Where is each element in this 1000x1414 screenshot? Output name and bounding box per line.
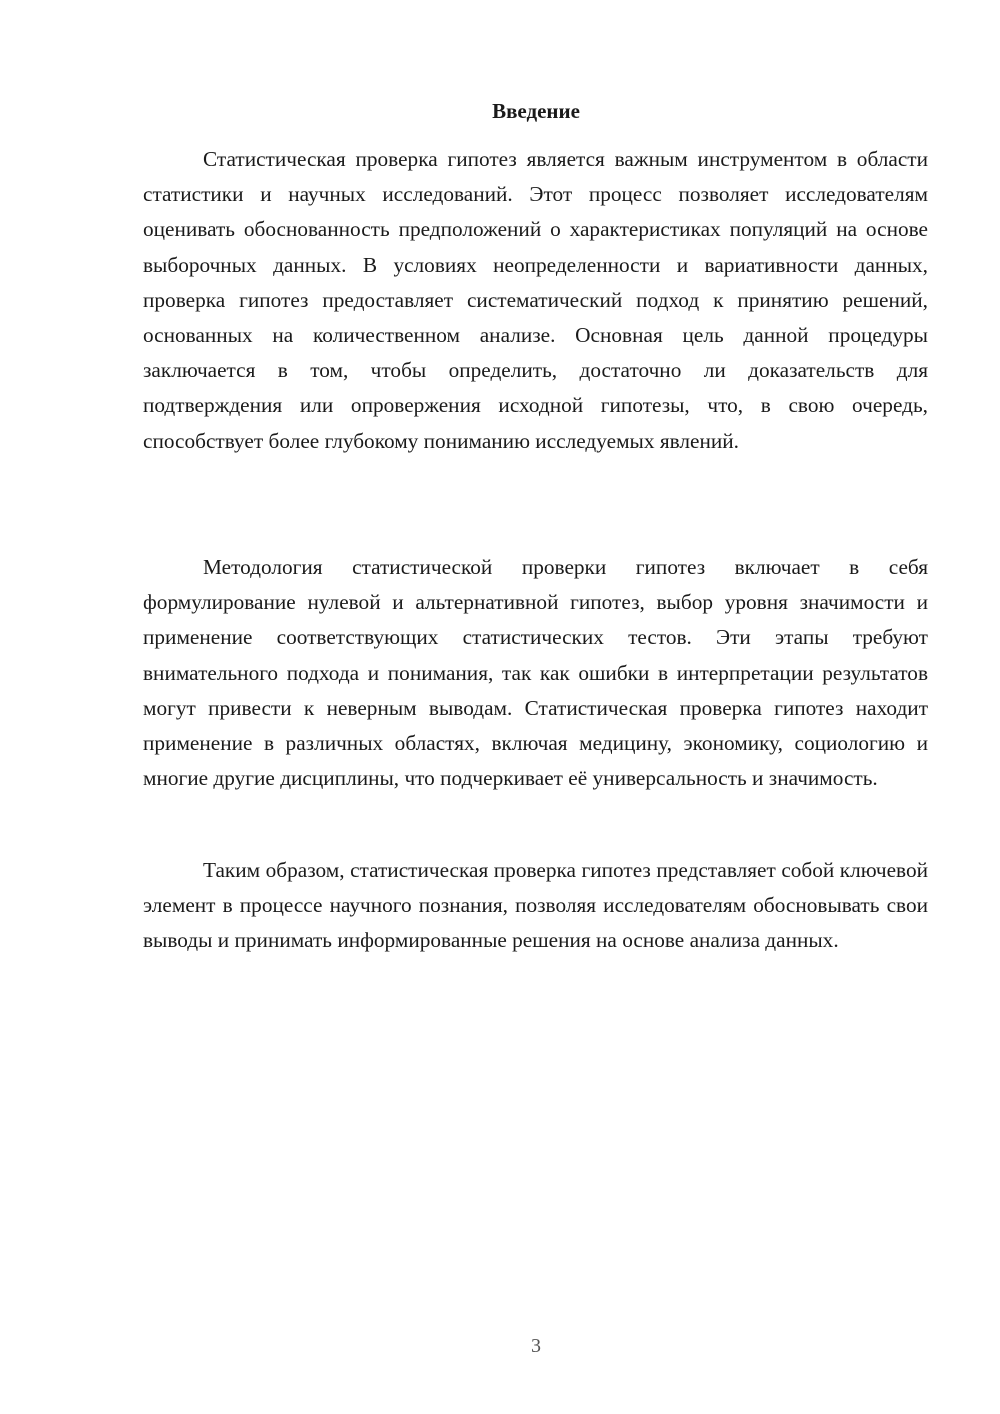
paragraph-1: Статистическая проверка гипотез является важным инструментом в области статистики и научных исследований. Этот процесс позволяет исследователям оценивать обоснованность предположений о характеристиках популяций на основе выборочных данных. В условиях неопределенности и вариативности данных, проверка гипотез предоставляет систематический подход к принятию решений, основанных на количественном анализе. Основная цель данной процедуры заключается в том, чтобы определить, достаточно ли доказательств для подтверждения или опровержения исходной гипотезы, что, в свою очередь, способствует более глубокому пониманию исследуемых явлений. xyxy=(143,147,928,453)
paragraph-3: Таким образом, статистическая проверка гипотез представляет собой ключевой элемент в процессе научного познания, позволяя исследователям обосновывать свои выводы и принимать информированные решения на основе анализа данных. xyxy=(143,858,928,953)
section-title: Введение xyxy=(492,99,580,123)
page-number: 3 xyxy=(531,1335,541,1357)
paragraph-2: Методология статистической проверки гипотез включает в себя формулирование нулевой и альтернативной гипотез, выбор уровня значимости и применение соответствующих статистических тестов. Эти этапы требуют внимательного подхода и понимания, так как ошибки в интерпретации результатов могут привести к неверным выводам. Статистическая проверка гипотез находит применение в различных областях, включая медицину, экономику, социологию и многие другие дисциплины, что подчеркивает её универсальность и значимость. xyxy=(143,555,928,791)
